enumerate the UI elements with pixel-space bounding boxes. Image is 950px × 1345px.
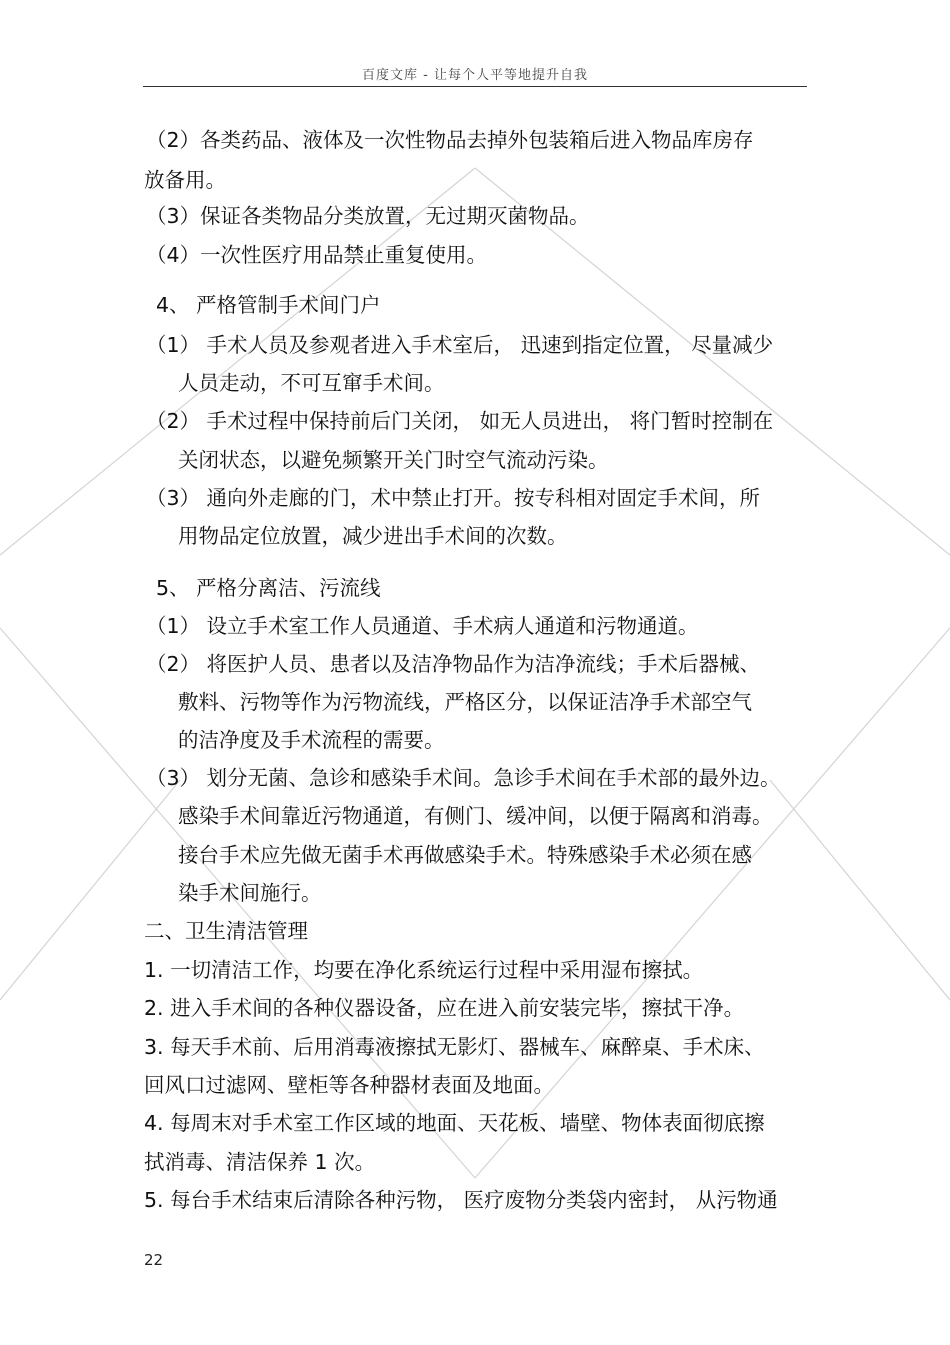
text-line: 关闭状态，以避免频繁开关门时空气流动污染。 bbox=[178, 448, 609, 472]
page-number: 22 bbox=[144, 1251, 164, 1269]
text-line: 敷料、污物等作为污物流线，严格区分，以保证洁净手术部空气 bbox=[178, 690, 752, 714]
text-line: 4. 每周末对手术室工作区域的地面、天花板、墙壁、物体表面彻底擦 bbox=[144, 1111, 765, 1135]
text-line: 5. 每台手术结束后清除各种污物， 医疗废物分类袋内密封， 从污物通 bbox=[144, 1188, 778, 1212]
text-line: （4）一次性医疗用品禁止重复使用。 bbox=[146, 243, 488, 267]
text-line: 放备用。 bbox=[144, 168, 226, 192]
text-line: 人员走动，不可互窜手术间。 bbox=[178, 371, 445, 395]
text-line: 接台手术应先做无菌手术再做感染手术。特殊感染手术必须在感 bbox=[178, 843, 752, 867]
section-heading: 4、 严格管制手术间门户 bbox=[156, 293, 381, 317]
text-line: 回风口过滤网、壁柜等各种器材表面及地面。 bbox=[144, 1073, 554, 1097]
section-heading: 5、 严格分离洁、污流线 bbox=[156, 576, 381, 600]
text-line: （2）各类药品、液体及一次性物品去掉外包装箱后进入物品库房存 bbox=[146, 128, 754, 152]
text-line: （2） 将医护人员、患者以及洁净物品作为洁净流线；手术后器械、 bbox=[146, 652, 761, 676]
text-line: （2） 手术过程中保持前后门关闭， 如无人员进出， 将门暂时控制在 bbox=[146, 409, 774, 433]
text-line: 2. 进入手术间的各种仪器设备，应在进入前安装完毕，擦拭干净。 bbox=[144, 996, 745, 1020]
text-line: 染手术间施行。 bbox=[178, 881, 322, 905]
text-line: 拭消毒、清洁保养 1 次。 bbox=[144, 1150, 376, 1174]
text-line: 用物品定位放置，减少进出手术间的次数。 bbox=[178, 524, 568, 548]
part-heading: 二、卫生清洁管理 bbox=[144, 919, 308, 943]
text-line: （3） 通向外走廊的门，术中禁止打开。按专科相对固定手术间，所 bbox=[146, 486, 761, 510]
text-line: 3. 每天手术前、后用消毒液擦拭无影灯、器械车、麻醉桌、手术床、 bbox=[144, 1035, 765, 1059]
text-line: （3） 划分无菌、急诊和感染手术间。急诊手术间在手术部的最外边。 bbox=[146, 766, 781, 790]
text-line: （1） 手术人员及参观者进入手术室后， 迅速到指定位置， 尽量减少 bbox=[146, 333, 774, 357]
text-line: （1） 设立手术室工作人员通道、手术病人通道和污物通道。 bbox=[146, 614, 699, 638]
text-line: （3）保证各类物品分类放置，无过期灭菌物品。 bbox=[146, 204, 590, 228]
text-line: 1. 一切清洁工作，均要在净化系统运行过程中采用湿布擦拭。 bbox=[144, 958, 704, 982]
text-line: 的洁净度及手术流程的需要。 bbox=[178, 728, 445, 752]
text-line: 感染手术间靠近污物通道，有侧门、缓冲间，以便于隔离和消毒。 bbox=[178, 804, 773, 828]
page-header: 百度文库 - 让每个人平等地提升自我 bbox=[362, 68, 588, 83]
